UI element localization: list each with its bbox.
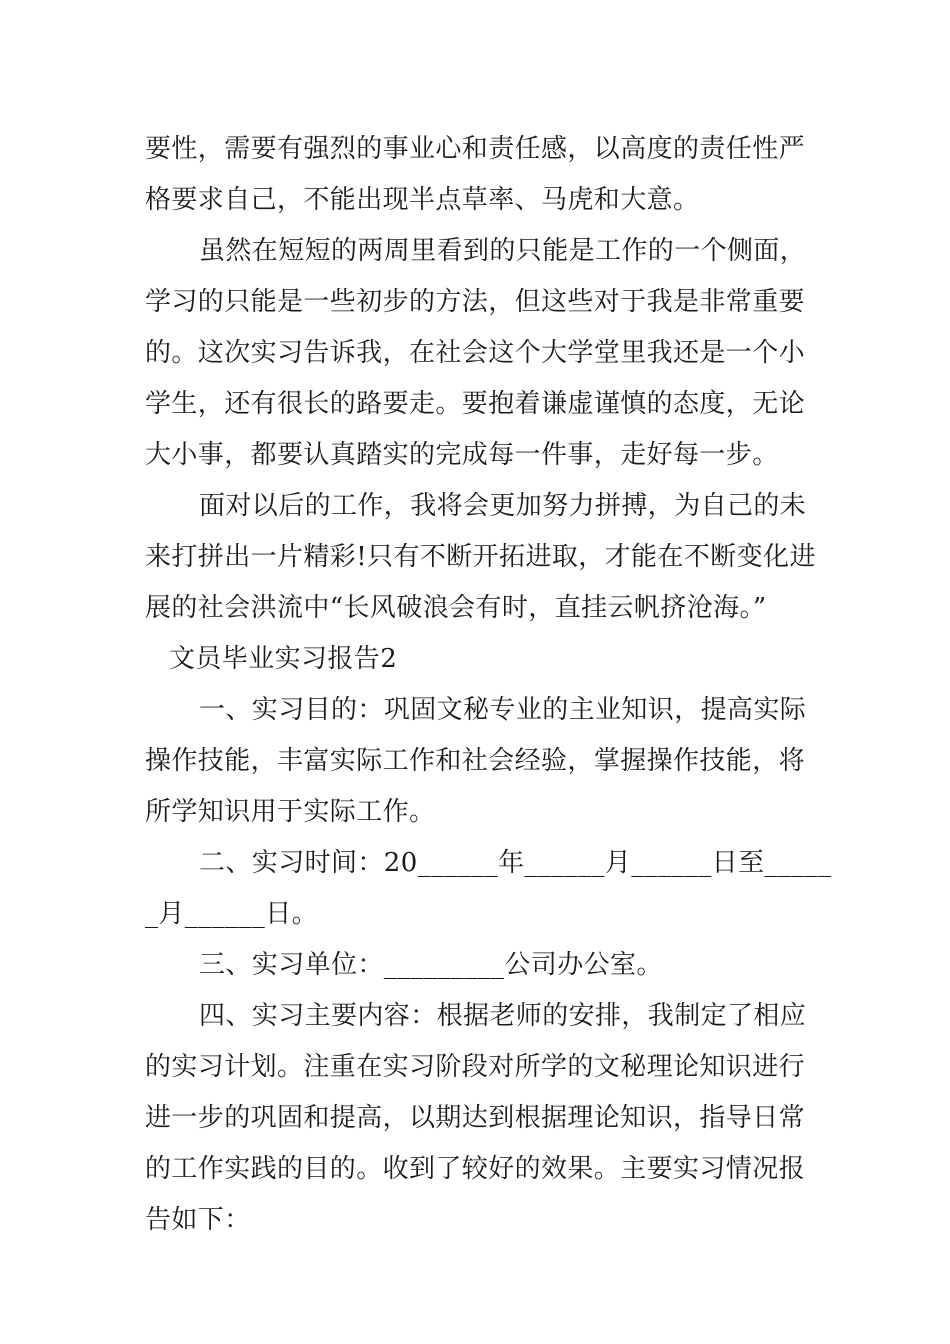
text-line: 展的社会洪流中“长风破浪会有时，直挂云帆挤沧海。” bbox=[145, 593, 767, 623]
text-line: 所学知识用于实际工作。 bbox=[145, 797, 436, 827]
text-line: 学习的只能是一些初步的方法，但这些对于我是非常重要 bbox=[145, 287, 806, 317]
text-line: 要性，需要有强烈的事业心和责任感，以高度的责任性严 bbox=[145, 134, 806, 164]
paragraph-start-line: 面对以后的工作，我将会更加努力拼搏，为自己的未 bbox=[199, 491, 807, 521]
text-line: 告如下： bbox=[145, 1205, 251, 1235]
section-heading: 文员毕业实习报告2 bbox=[169, 644, 398, 674]
text-line: 学生，还有很长的路要走。要抱着谦虚谨慎的态度，无论 bbox=[145, 389, 806, 419]
text-line: 的。这次实习告诉我，在社会这个大学堂里我还是一个小 bbox=[145, 338, 806, 368]
text-line: 进一步的巩固和提高，以期达到根据理论知识，指导日常 bbox=[145, 1103, 806, 1133]
document-body bbox=[145, 124, 832, 1246]
paragraph-start-line: 虽然在短短的两周里看到的只能是工作的一个侧面， bbox=[199, 236, 807, 266]
paragraph-start-line: 二、实习时间：20______年______月______日至_____ bbox=[199, 848, 832, 878]
paragraph-start-line: 四、实习主要内容：根据老师的安排，我制定了相应 bbox=[199, 1001, 807, 1031]
text-line: 操作技能，丰富实际工作和社会经验，掌握操作技能，将 bbox=[145, 746, 806, 776]
text-line: 的工作实践的目的。收到了较好的效果。主要实习情况报 bbox=[145, 1154, 806, 1184]
text-line: 大小事，都要认真踏实的完成每一件事，走好每一步。 bbox=[145, 440, 779, 470]
text-line: 的实习计划。注重在实习阶段对所学的文秘理论知识进行 bbox=[145, 1052, 806, 1082]
text-line: 格要求自己，不能出现半点草率、马虎和大意。 bbox=[145, 185, 700, 215]
text-line: 来打拼出一片精彩!只有不断开拓进取，才能在不断变化进 bbox=[145, 542, 816, 572]
text-line: _月______日。 bbox=[145, 899, 319, 929]
paragraph-start-line: 一、实习目的：巩固文秘专业的主业知识，提高实际 bbox=[199, 695, 807, 725]
paragraph-start-line: 三、实习单位：_________公司办公室。 bbox=[199, 950, 663, 980]
